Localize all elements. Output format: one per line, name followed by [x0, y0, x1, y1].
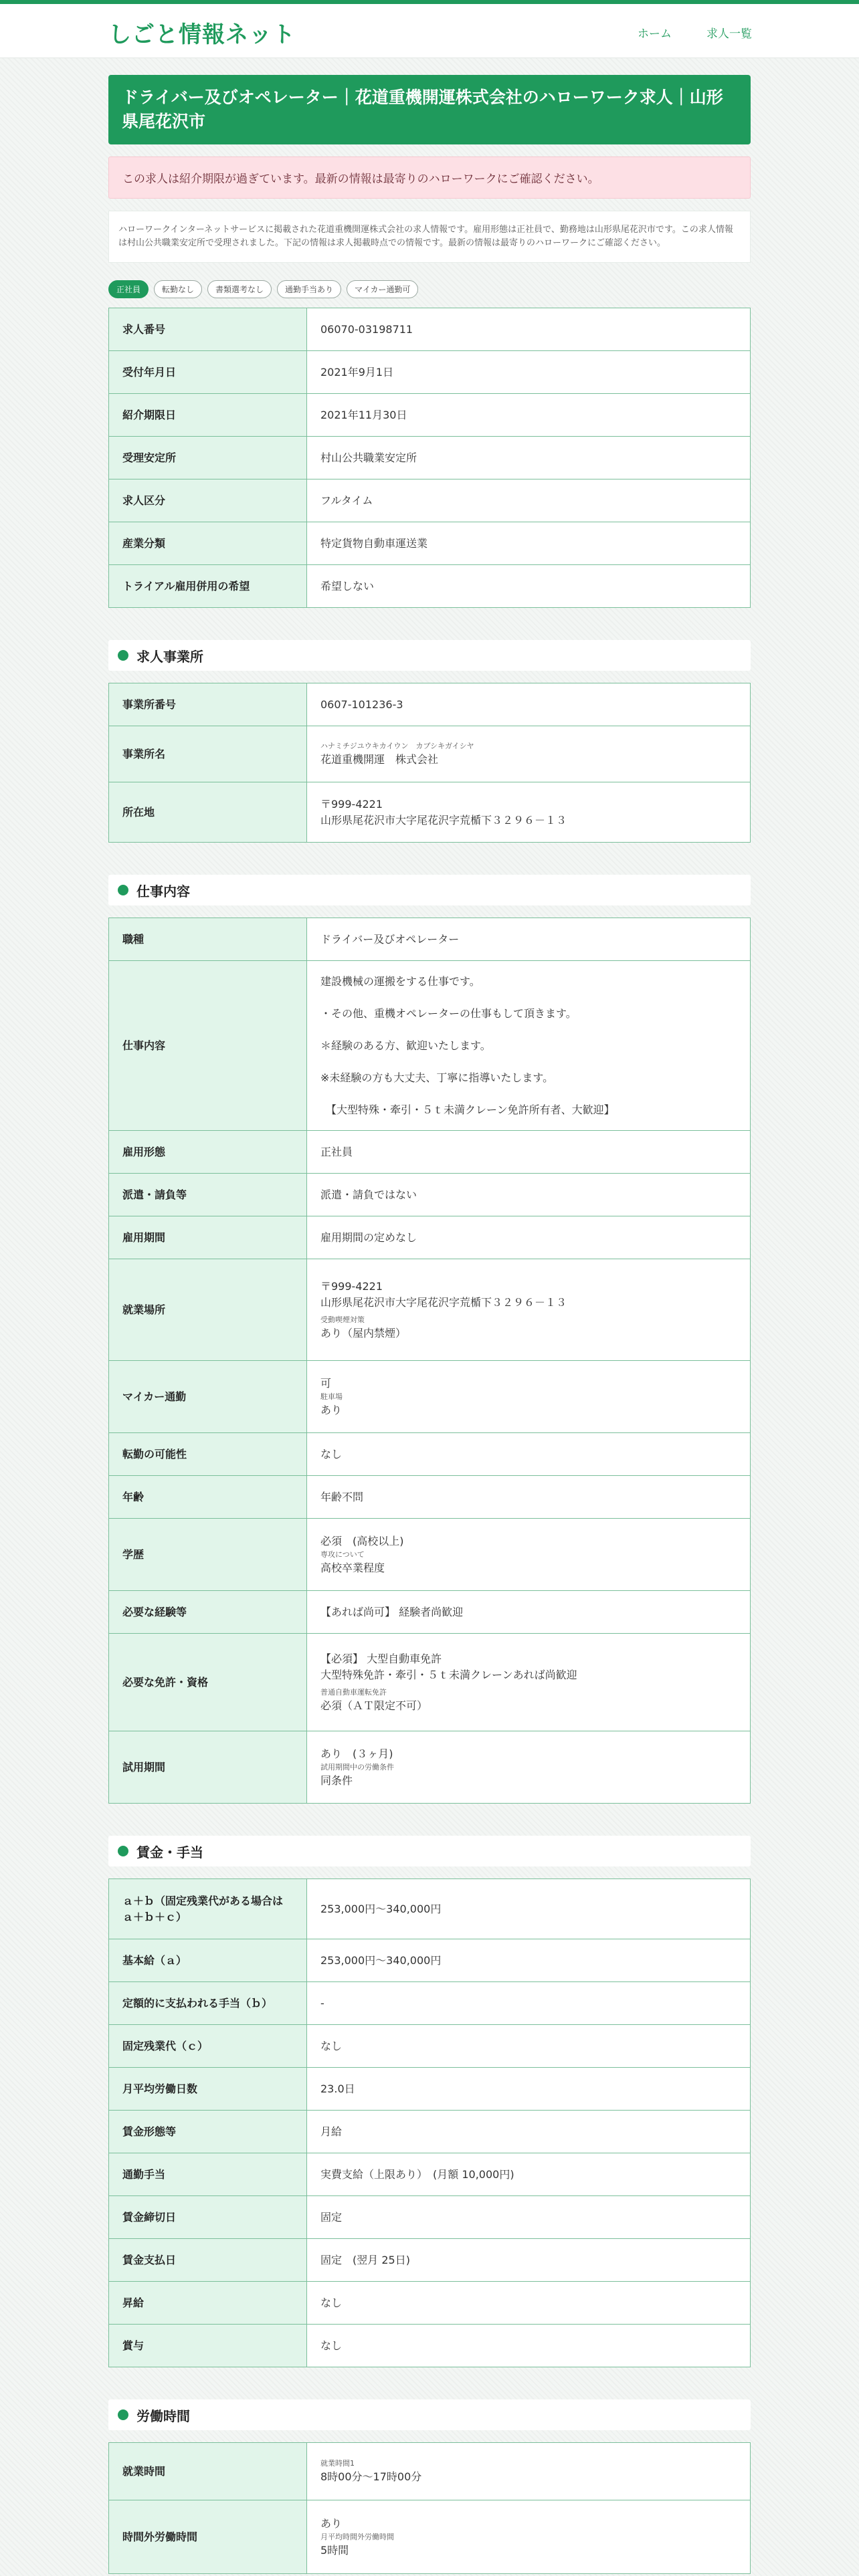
content-line: ※未経験の方も大丈夫、丁寧に指導いたします。 [320, 1071, 554, 1084]
section-title: 求人事業所 [136, 648, 203, 665]
table-row [109, 2025, 751, 2068]
content-line: 建設機械の運搬をする仕事です。 [320, 974, 480, 988]
summary-table [108, 308, 751, 608]
row-label: 所在地 [109, 782, 307, 843]
row-label: 産業分類 [109, 522, 307, 565]
place-zip: 〒999-4221 [320, 1279, 383, 1293]
smoke-label: 受動喫煙対策 [320, 1315, 365, 1324]
row-label: 昇給 [109, 2282, 307, 2325]
table-row [109, 1174, 751, 1216]
row-label: 賃金締切日 [109, 2196, 307, 2239]
table-row [109, 308, 751, 351]
tag-commute-allowance: 通勤手当あり [277, 280, 341, 298]
row-value [307, 1634, 751, 1731]
row-value: 実費支給（上限あり） (月額 10,000円) [307, 2153, 751, 2196]
wage-table [108, 1879, 751, 2367]
table-row [109, 1634, 751, 1731]
table-row [109, 918, 751, 961]
trial-cond: 同条件 [320, 1774, 353, 1787]
row-label: 受付年月日 [109, 351, 307, 394]
job-description: ハローワークインターネットサービスに掲載された花道重機開運株式会社の求人情報です。雇用形態は正社員で、勤務地は山形県尾花沢市です。この求人情報は村山公共職業安定所で受理されました。下記の情報は求人掲載時点での情報です。最新の情報は最寄りのハローワークにご確認ください。 [108, 211, 751, 263]
parking-label: 駐車場 [320, 1392, 343, 1401]
row-value: 派遣・請負ではない [307, 1174, 751, 1216]
edu-value: 必須 (高校以上) [320, 1534, 404, 1547]
ot-sub-label: 月平均時間外労働時間 [320, 2532, 394, 2541]
row-label: 紹介期限日 [109, 394, 307, 437]
row-value: - [307, 1982, 751, 2025]
tag-car-commute: マイカー通勤可 [347, 280, 418, 298]
row-value [307, 1731, 751, 1804]
table-row [109, 1519, 751, 1591]
tag-no-screening: 書類選考なし [207, 280, 272, 298]
row-value: 2021年9月1日 [307, 351, 751, 394]
trial-cond-label: 試用期間中の労働条件 [320, 1762, 394, 1772]
nav-home-link[interactable]: ホーム [638, 27, 672, 41]
row-label: トライアル雇用併用の希望 [109, 565, 307, 608]
content-line: ・その他、重機オペレーターの仕事もして頂きます。 [320, 1006, 577, 1020]
content-line: 【大型特殊・牽引・５ｔ未満クレーン免許所有者、大歓迎】 [320, 1103, 615, 1116]
row-value: 特定貨物自動車運送業 [307, 522, 751, 565]
expired-alert: この求人は紹介期限が過ぎています。最新の情報は最寄りのハローワークにご確認ください。 [108, 156, 751, 199]
office-address: 山形県尾花沢市大字尾花沢字荒楯下３２９６－１３ [320, 813, 567, 827]
section-dot-icon [118, 885, 128, 895]
row-value: 村山公共職業安定所 [307, 437, 751, 479]
row-label: 職種 [109, 918, 307, 961]
edu-note: 高校卒業程度 [320, 1561, 385, 1574]
row-value: 雇用期間の定めなし [307, 1216, 751, 1259]
row-label: 求人番号 [109, 308, 307, 351]
table-row [109, 351, 751, 394]
row-label: 通勤手当 [109, 2153, 307, 2196]
table-row [109, 522, 751, 565]
section-dot-icon [118, 650, 128, 661]
table-row [109, 2111, 751, 2153]
table-row [109, 1591, 751, 1634]
table-row [109, 961, 751, 1131]
row-value: 希望しない [307, 565, 751, 608]
row-value [307, 1519, 751, 1591]
row-value: 月給 [307, 2111, 751, 2153]
main-nav [638, 24, 752, 41]
tag-list [108, 280, 751, 298]
section-header-wage [108, 1836, 751, 1866]
car-value: 可 [320, 1376, 332, 1390]
table-row [109, 2325, 751, 2367]
row-label: 必要な免許・資格 [109, 1634, 307, 1731]
row-label: 試用期間 [109, 1731, 307, 1804]
license-required: 【必須】 大型自動車免許 [320, 1652, 442, 1665]
trial-value: あり (３ヶ月) [320, 1747, 393, 1760]
hours-table [108, 2442, 751, 2574]
row-value: なし [307, 1433, 751, 1476]
row-label: 賃金支払日 [109, 2239, 307, 2282]
section-title: 仕事内容 [136, 883, 190, 899]
table-row [109, 437, 751, 479]
section-header-hours [108, 2399, 751, 2430]
row-value: なし [307, 2025, 751, 2068]
row-label: 必要な経験等 [109, 1591, 307, 1634]
table-row [109, 2068, 751, 2111]
row-value: ドライバー及びオペレーター [307, 918, 751, 961]
edu-note-label: 専攻について [320, 1549, 365, 1559]
office-zip: 〒999-4221 [320, 797, 383, 811]
parking-value: あり [320, 1403, 343, 1416]
table-row [109, 683, 751, 726]
row-label: 雇用期間 [109, 1216, 307, 1259]
section-header-work [108, 875, 751, 905]
row-value: 固定 [307, 2196, 751, 2239]
row-value: なし [307, 2282, 751, 2325]
table-row [109, 1361, 751, 1433]
section-dot-icon [118, 2409, 128, 2420]
row-label: 就業場所 [109, 1259, 307, 1361]
row-label: 基本給（ａ） [109, 1939, 307, 1982]
table-row [109, 1731, 751, 1804]
row-value: フルタイム [307, 479, 751, 522]
row-label: 事業所名 [109, 726, 307, 782]
row-label: 定額的に支払われる手当（ｂ） [109, 1982, 307, 2025]
row-value [307, 1361, 751, 1433]
row-label: 学歴 [109, 1519, 307, 1591]
work-table [108, 918, 751, 1804]
nav-jobs-link[interactable]: 求人一覧 [706, 27, 752, 41]
table-row [109, 1939, 751, 1982]
row-label: 転勤の可能性 [109, 1433, 307, 1476]
row-label: 事業所番号 [109, 683, 307, 726]
table-row [109, 1216, 751, 1259]
row-value [307, 726, 751, 782]
row-label: 受理安定所 [109, 437, 307, 479]
row-label: 賃金形態等 [109, 2111, 307, 2153]
table-row [109, 1982, 751, 2025]
table-row [109, 2239, 751, 2282]
row-value [307, 2443, 751, 2500]
row-value [307, 961, 751, 1131]
row-value: 0607-101236-3 [307, 683, 751, 726]
tag-no-transfer: 転勤なし [154, 280, 202, 298]
place-address: 山形県尾花沢市大字尾花沢字荒楯下３２９６－１３ [320, 1295, 567, 1309]
row-value [307, 782, 751, 843]
time-value: 8時00分〜17時00分 [320, 2470, 422, 2483]
row-label: 賞与 [109, 2325, 307, 2367]
row-value: 06070-03198711 [307, 308, 751, 351]
table-row [109, 2443, 751, 2500]
table-row [109, 479, 751, 522]
row-value: 固定 (翌月 25日) [307, 2239, 751, 2282]
row-label: 仕事内容 [109, 961, 307, 1131]
row-label: 就業時間 [109, 2443, 307, 2500]
row-value: なし [307, 2325, 751, 2367]
table-row [109, 2196, 751, 2239]
row-label: 求人区分 [109, 479, 307, 522]
row-label: マイカー通勤 [109, 1361, 307, 1433]
license-preferred: 大型特殊免許・牽引・５ｔ未満クレーンあれば尚歓迎 [320, 1668, 577, 1681]
row-value [307, 2500, 751, 2574]
row-label: ａ＋ｂ（固定残業代がある場合はａ＋ｂ＋ｃ） [109, 1879, 307, 1939]
row-label: 年齢 [109, 1476, 307, 1519]
smoke-value: あり（屋内禁煙） [320, 1326, 407, 1339]
table-row [109, 565, 751, 608]
page-title: ドライバー及びオペレーター｜花道重機開運株式会社のハローワーク求人｜山形県尾花沢市 [108, 75, 751, 144]
table-row [109, 726, 751, 782]
row-value: 23.0日 [307, 2068, 751, 2111]
table-row [109, 2282, 751, 2325]
time-sub-label: 就業時間1 [320, 2458, 355, 2468]
row-value: 253,000円〜340,000円 [307, 1879, 751, 1939]
row-value: 【あれば尚可】 経験者尚歓迎 [307, 1591, 751, 1634]
row-label: 月平均労働日数 [109, 2068, 307, 2111]
main-content [108, 75, 751, 2574]
row-value: 年齢不問 [307, 1476, 751, 1519]
table-row [109, 782, 751, 843]
tag-employment: 正社員 [108, 280, 149, 298]
site-header [0, 4, 859, 58]
section-dot-icon [118, 1846, 128, 1856]
office-table [108, 683, 751, 843]
content-line: ＊経験のある方、歓迎いたします。 [320, 1039, 491, 1052]
table-row [109, 394, 751, 437]
car-license-value: 必須（ＡＴ限定不可） [320, 1699, 428, 1712]
office-name-kana: ハナミチジユウキカイウン カブシキガイシヤ [320, 741, 474, 750]
ot-hours: 5時間 [320, 2543, 349, 2557]
row-label: 時間外労働時間 [109, 2500, 307, 2574]
table-row [109, 1879, 751, 1939]
row-label: 固定残業代（ｃ） [109, 2025, 307, 2068]
table-row [109, 1433, 751, 1476]
table-row [109, 2153, 751, 2196]
section-header-office [108, 640, 751, 671]
row-value: 正社員 [307, 1131, 751, 1174]
office-name: 花道重機開運 株式会社 [320, 752, 439, 766]
row-value: 253,000円〜340,000円 [307, 1939, 751, 1982]
table-row [109, 1131, 751, 1174]
table-row [109, 2500, 751, 2574]
row-value [307, 1259, 751, 1361]
table-row [109, 1259, 751, 1361]
table-row [109, 1476, 751, 1519]
car-license-label: 普通自動車運転免許 [320, 1687, 387, 1697]
row-label: 雇用形態 [109, 1131, 307, 1174]
section-title: 賃金・手当 [136, 1844, 203, 1860]
row-label: 派遣・請負等 [109, 1174, 307, 1216]
row-value: 2021年11月30日 [307, 394, 751, 437]
site-logo[interactable]: しごと情報ネット [108, 21, 296, 48]
section-title: 労働時間 [136, 2407, 190, 2424]
ot-value: あり [320, 2516, 343, 2530]
